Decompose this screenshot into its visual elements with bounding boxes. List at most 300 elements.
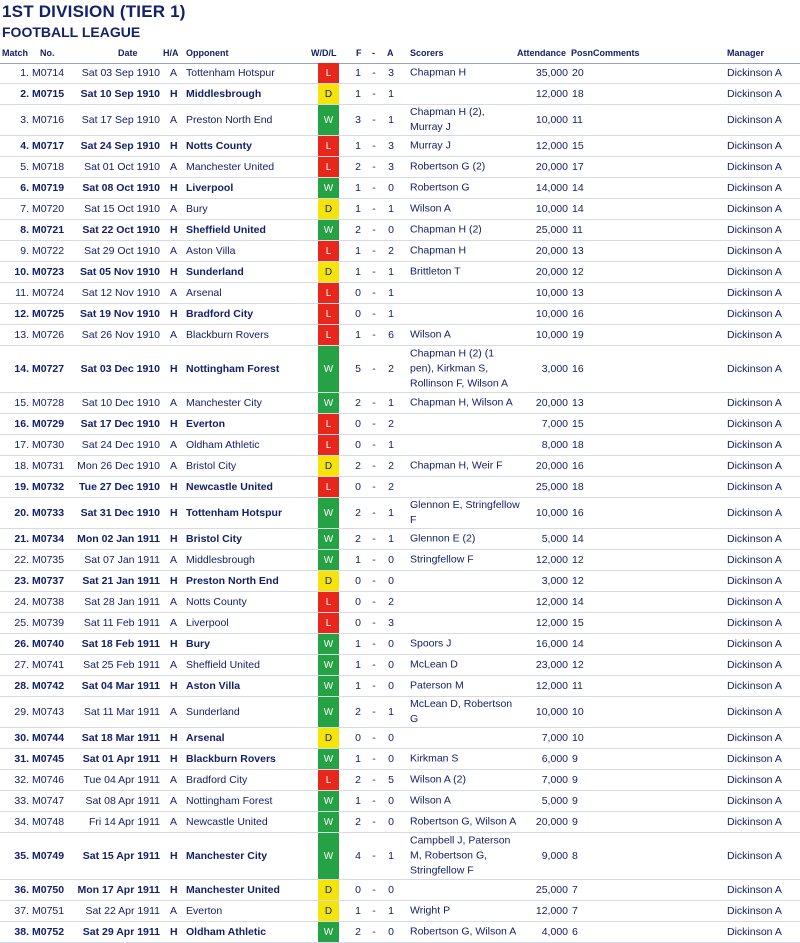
goals-for: 1 xyxy=(355,203,361,215)
result-badge: W xyxy=(318,105,339,135)
league-position: 9 xyxy=(572,753,578,765)
match-id: M0718 xyxy=(32,161,65,173)
table-row xyxy=(0,63,800,84)
opponent: Manchester United xyxy=(186,161,275,173)
match-date: Sat 10 Dec 1910 xyxy=(81,397,160,409)
result-badge: D xyxy=(318,456,339,476)
header-posn: Posn xyxy=(571,48,594,58)
score-dash: - xyxy=(372,732,376,744)
score-dash: - xyxy=(372,363,376,375)
attendance: 35,000 xyxy=(535,67,568,79)
result-badge: L xyxy=(318,157,339,177)
attendance: 20,000 xyxy=(535,816,568,828)
goals-against: 3 xyxy=(388,140,394,152)
table-row xyxy=(0,477,800,498)
match-id: M0731 xyxy=(32,460,65,472)
match-date: Fri 14 Apr 1911 xyxy=(88,816,160,828)
results-table xyxy=(0,63,800,943)
score-dash: - xyxy=(372,774,376,786)
league-position: 15 xyxy=(572,140,584,152)
result-badge: D xyxy=(318,262,339,282)
attendance: 10,000 xyxy=(535,329,568,341)
match-date: Sat 31 Dec 1910 xyxy=(80,507,160,519)
home-away: H xyxy=(170,182,178,194)
match-id: M0733 xyxy=(32,507,65,519)
goals-for: 2 xyxy=(355,816,361,828)
goals-for: 0 xyxy=(355,884,361,896)
match-date: Sat 10 Sep 1910 xyxy=(80,88,160,100)
result-badge: W xyxy=(318,749,339,769)
goals-for: 2 xyxy=(355,774,361,786)
match-date: Sat 11 Feb 1911 xyxy=(83,617,160,629)
match-id: M0750 xyxy=(32,884,65,896)
goals-against: 1 xyxy=(388,287,394,299)
goals-against: 0 xyxy=(388,926,394,938)
table-row xyxy=(0,529,800,550)
scorers: Spoors J xyxy=(410,637,452,650)
score-dash: - xyxy=(372,224,376,236)
opponent: Everton xyxy=(186,418,226,430)
match-number: 6. xyxy=(20,182,29,194)
manager: Dickinson A xyxy=(727,224,782,236)
match-date: Tue 27 Dec 1910 xyxy=(79,481,160,493)
result-badge: W xyxy=(318,697,339,727)
home-away: A xyxy=(170,114,178,126)
match-number: 28. xyxy=(14,680,29,692)
match-date: Mon 26 Dec 1910 xyxy=(77,460,160,472)
match-number: 2. xyxy=(20,88,29,100)
goals-against: 0 xyxy=(388,680,394,692)
scorers: Chapman H (2) xyxy=(410,223,482,236)
goals-for: 2 xyxy=(355,161,361,173)
result-badge: L xyxy=(318,592,339,612)
attendance: 5,000 xyxy=(541,533,568,545)
league-position: 10 xyxy=(572,706,584,718)
match-number: 33. xyxy=(14,795,29,807)
match-date: Sat 24 Dec 1910 xyxy=(81,439,160,451)
match-id: M0744 xyxy=(32,732,65,744)
goals-against: 1 xyxy=(388,266,394,278)
opponent: Nottingham Forest xyxy=(186,363,280,375)
manager: Dickinson A xyxy=(727,140,782,152)
match-number: 3. xyxy=(20,114,29,126)
home-away: H xyxy=(170,926,178,938)
manager: Dickinson A xyxy=(727,418,782,430)
scorers: Robertson G, Wilson A xyxy=(410,815,517,828)
attendance: 3,000 xyxy=(541,363,568,375)
match-date: Sat 18 Mar 1911 xyxy=(81,732,160,744)
league-position: 11 xyxy=(572,224,583,236)
goals-against: 6 xyxy=(388,329,394,341)
match-date: Sat 11 Mar 1911 xyxy=(83,706,160,718)
match-id: M0727 xyxy=(32,363,65,375)
attendance: 12,000 xyxy=(535,88,568,100)
manager: Dickinson A xyxy=(727,182,782,194)
table-row xyxy=(0,791,800,812)
home-away: A xyxy=(170,659,178,671)
match-number: 16. xyxy=(14,418,29,430)
goals-against: 2 xyxy=(388,245,394,257)
result-badge: W xyxy=(318,922,339,942)
match-id: M0723 xyxy=(32,266,65,278)
scorers: Glennon E (2) xyxy=(410,532,476,545)
manager: Dickinson A xyxy=(727,926,782,938)
attendance: 20,000 xyxy=(535,460,568,472)
manager: Dickinson A xyxy=(727,363,782,375)
goals-for: 0 xyxy=(355,287,361,299)
scorers: Robertson G, Wilson A xyxy=(410,925,517,938)
scorers: McLean D xyxy=(410,658,458,671)
goals-against: 1 xyxy=(388,905,394,917)
league-position: 10 xyxy=(572,732,584,744)
goals-against: 2 xyxy=(388,596,394,608)
attendance: 12,000 xyxy=(535,554,568,566)
result-badge: L xyxy=(318,435,339,455)
table-row xyxy=(0,634,800,655)
attendance: 12,000 xyxy=(535,140,568,152)
manager: Dickinson A xyxy=(727,507,782,519)
home-away: A xyxy=(170,439,178,451)
goals-for: 1 xyxy=(355,680,361,692)
match-id: M0722 xyxy=(32,245,65,257)
goals-against: 0 xyxy=(388,224,394,236)
score-dash: - xyxy=(372,287,376,299)
manager: Dickinson A xyxy=(727,596,782,608)
goals-against: 0 xyxy=(388,575,394,587)
table-row xyxy=(0,550,800,571)
result-badge: W xyxy=(318,178,339,198)
match-number: 18. xyxy=(14,460,29,472)
home-away: H xyxy=(170,507,178,519)
league-position: 14 xyxy=(572,596,584,608)
attendance: 25,000 xyxy=(535,481,568,493)
table-row xyxy=(0,498,800,529)
opponent: Arsenal xyxy=(186,732,225,744)
match-id: M0741 xyxy=(32,659,65,671)
score-dash: - xyxy=(372,308,376,320)
attendance: 12,000 xyxy=(535,680,568,692)
attendance: 20,000 xyxy=(535,397,568,409)
goals-against: 0 xyxy=(388,638,394,650)
match-date: Mon 02 Jan 1911 xyxy=(77,533,160,545)
opponent: Oldham Athletic xyxy=(186,926,267,938)
scorers: Robertson G xyxy=(410,181,470,194)
attendance: 7,000 xyxy=(541,732,568,744)
attendance: 12,000 xyxy=(535,596,568,608)
opponent: Aston Villa xyxy=(186,245,236,257)
result-badge: L xyxy=(318,63,339,83)
manager: Dickinson A xyxy=(727,753,782,765)
scorers: Paterson M xyxy=(410,679,464,692)
table-row xyxy=(0,749,800,770)
match-id: M0745 xyxy=(32,753,65,765)
goals-for: 0 xyxy=(355,732,361,744)
home-away: H xyxy=(170,266,178,278)
attendance: 23,000 xyxy=(535,659,568,671)
manager: Dickinson A xyxy=(727,397,782,409)
result-badge: D xyxy=(318,880,339,900)
scorers: Chapman H (2) (1 pen), Kirkman S, Rollinson F, Wilson A xyxy=(410,347,509,390)
scorers: Wilson A xyxy=(410,328,451,341)
table-row xyxy=(0,456,800,477)
header-comments: Comments xyxy=(593,48,640,58)
league-position: 14 xyxy=(572,203,584,215)
home-away: H xyxy=(170,88,178,100)
result-badge: W xyxy=(318,498,339,528)
table-row xyxy=(0,136,800,157)
home-away: H xyxy=(170,850,178,862)
table-row xyxy=(0,105,800,136)
match-number: 37. xyxy=(14,905,29,917)
opponent: Manchester United xyxy=(186,884,280,896)
match-number: 11. xyxy=(15,287,29,299)
goals-for: 1 xyxy=(355,266,361,278)
result-badge: W xyxy=(318,676,339,696)
league-position: 12 xyxy=(572,659,584,671)
result-badge: W xyxy=(318,655,339,675)
home-away: A xyxy=(170,905,178,917)
score-dash: - xyxy=(372,596,376,608)
match-date: Sat 26 Nov 1910 xyxy=(81,329,160,341)
manager: Dickinson A xyxy=(727,481,782,493)
match-id: M0717 xyxy=(32,140,65,152)
result-badge: W xyxy=(318,833,339,879)
table-row xyxy=(0,393,800,414)
league-position: 15 xyxy=(572,418,584,430)
table-row xyxy=(0,833,800,880)
goals-for: 2 xyxy=(355,460,361,472)
home-away: H xyxy=(170,575,178,587)
league-position: 16 xyxy=(572,460,584,472)
match-date: Sat 07 Jan 1911 xyxy=(84,554,160,566)
goals-for: 0 xyxy=(355,617,361,629)
home-away: H xyxy=(170,753,178,765)
match-date: Sat 01 Apr 1911 xyxy=(82,753,160,765)
table-row xyxy=(0,178,800,199)
goals-for: 2 xyxy=(355,224,361,236)
scorers: Kirkman S xyxy=(410,752,459,765)
table-row xyxy=(0,613,800,634)
opponent: Bradford City xyxy=(186,308,254,320)
table-row xyxy=(0,241,800,262)
match-id: M0742 xyxy=(32,680,65,692)
opponent: Blackburn Rovers xyxy=(186,329,269,341)
match-id: M0746 xyxy=(32,774,65,786)
goals-against: 3 xyxy=(388,161,394,173)
result-badge: D xyxy=(318,728,339,748)
scorers: Wilson A xyxy=(410,202,451,215)
opponent: Bury xyxy=(186,203,208,215)
goals-against: 0 xyxy=(388,659,394,671)
goals-against: 0 xyxy=(388,554,394,566)
match-id: M0740 xyxy=(32,638,65,650)
league-position: 12 xyxy=(572,554,584,566)
home-away: A xyxy=(170,554,178,566)
attendance: 6,000 xyxy=(541,753,568,765)
opponent: Notts County xyxy=(186,596,247,608)
score-dash: - xyxy=(372,659,376,671)
home-away: A xyxy=(170,203,178,215)
match-number: 35. xyxy=(14,850,29,862)
match-date: Sat 22 Apr 1911 xyxy=(85,905,160,917)
match-number: 26. xyxy=(14,638,29,650)
goals-for: 2 xyxy=(355,706,361,718)
result-badge: W xyxy=(318,791,339,811)
manager: Dickinson A xyxy=(727,287,782,299)
goals-for: 2 xyxy=(355,533,361,545)
header-date: Date xyxy=(118,48,138,58)
match-date: Sat 19 Nov 1910 xyxy=(80,308,160,320)
match-date: Sat 15 Apr 1911 xyxy=(82,850,160,862)
match-id: M0751 xyxy=(32,905,65,917)
attendance: 10,000 xyxy=(535,203,568,215)
result-badge: D xyxy=(318,901,339,921)
header-wdl: W/D/L xyxy=(311,48,337,58)
table-row xyxy=(0,770,800,791)
scorers: Wilson A (2) xyxy=(410,773,467,786)
opponent: Arsenal xyxy=(186,287,222,299)
league-position: 14 xyxy=(572,638,584,650)
goals-against: 1 xyxy=(388,308,394,320)
header-opponent: Opponent xyxy=(186,48,229,58)
match-date: Sat 08 Apr 1911 xyxy=(85,795,160,807)
competition-subtitle: FOOTBALL LEAGUE xyxy=(2,24,141,40)
scorers: McLean D, Robertson G xyxy=(410,698,513,725)
goals-against: 2 xyxy=(388,460,394,472)
manager: Dickinson A xyxy=(727,308,782,320)
match-number: 8. xyxy=(20,224,29,236)
table-row xyxy=(0,220,800,241)
attendance: 10,000 xyxy=(535,114,568,126)
home-away: A xyxy=(170,397,178,409)
page-title: 1ST DIVISION (TIER 1) xyxy=(2,2,186,21)
score-dash: - xyxy=(372,533,376,545)
scorers: Chapman H xyxy=(410,66,467,79)
score-dash: - xyxy=(372,266,376,278)
match-date: Sat 18 Feb 1911 xyxy=(81,638,160,650)
league-position: 9 xyxy=(572,816,578,828)
home-away: A xyxy=(170,460,178,472)
manager: Dickinson A xyxy=(727,245,782,257)
match-number: 38. xyxy=(14,926,29,938)
match-number: 19. xyxy=(14,481,29,493)
match-id: M0719 xyxy=(32,182,65,194)
opponent: Liverpool xyxy=(186,182,234,194)
league-position: 12 xyxy=(572,575,584,587)
scorers: Chapman H, Wilson A xyxy=(410,396,513,409)
manager: Dickinson A xyxy=(727,114,782,126)
match-id: M0734 xyxy=(32,533,65,545)
match-id: M0737 xyxy=(32,575,65,587)
league-position: 8 xyxy=(572,850,578,862)
match-id: M0747 xyxy=(32,795,65,807)
match-number: 23. xyxy=(14,575,29,587)
result-badge: D xyxy=(318,199,339,219)
manager: Dickinson A xyxy=(727,795,782,807)
table-row xyxy=(0,592,800,613)
attendance: 10,000 xyxy=(535,706,568,718)
match-number: 13. xyxy=(14,329,29,341)
goals-for: 4 xyxy=(355,850,361,862)
goals-against: 0 xyxy=(388,753,394,765)
result-badge: L xyxy=(318,477,339,497)
league-position: 13 xyxy=(572,245,584,257)
score-dash: - xyxy=(372,140,376,152)
attendance: 5,000 xyxy=(541,795,568,807)
result-badge: L xyxy=(318,304,339,324)
goals-against: 1 xyxy=(388,114,394,126)
goals-against: 1 xyxy=(388,533,394,545)
match-id: M0720 xyxy=(32,203,65,215)
league-position: 12 xyxy=(572,266,584,278)
match-date: Sat 24 Sep 1910 xyxy=(80,140,160,152)
result-badge: W xyxy=(318,550,339,570)
table-row xyxy=(0,262,800,283)
table-row xyxy=(0,922,800,943)
result-badge: L xyxy=(318,283,339,303)
score-dash: - xyxy=(372,575,376,587)
score-dash: - xyxy=(372,816,376,828)
goals-for: 1 xyxy=(355,905,361,917)
score-dash: - xyxy=(372,88,376,100)
match-number: 29. xyxy=(14,706,29,718)
attendance: 7,000 xyxy=(541,774,568,786)
score-dash: - xyxy=(372,850,376,862)
opponent: Liverpool xyxy=(186,617,229,629)
table-row xyxy=(0,697,800,728)
result-badge: W xyxy=(318,346,339,392)
home-away: H xyxy=(170,308,178,320)
match-id: M0735 xyxy=(32,554,65,566)
match-date: Sat 22 Oct 1910 xyxy=(82,224,160,236)
table-row xyxy=(0,812,800,833)
match-id: M0748 xyxy=(32,816,65,828)
manager: Dickinson A xyxy=(727,67,782,79)
opponent: Bury xyxy=(186,638,210,650)
table-row xyxy=(0,655,800,676)
league-position: 17 xyxy=(572,161,584,173)
goals-for: 5 xyxy=(355,363,361,375)
score-dash: - xyxy=(372,245,376,257)
attendance: 12,000 xyxy=(535,617,568,629)
league-position: 16 xyxy=(572,363,584,375)
score-dash: - xyxy=(372,753,376,765)
score-dash: - xyxy=(372,706,376,718)
goals-for: 0 xyxy=(355,418,361,430)
header-manager: Manager xyxy=(727,48,765,58)
opponent: Manchester City xyxy=(186,850,268,862)
home-away: A xyxy=(170,67,178,79)
result-badge: L xyxy=(318,770,339,790)
opponent: Sunderland xyxy=(186,266,244,278)
table-row xyxy=(0,84,800,105)
match-date: Mon 17 Apr 1911 xyxy=(77,884,160,896)
manager: Dickinson A xyxy=(727,439,782,451)
opponent: Newcastle United xyxy=(186,816,268,828)
match-date: Sat 01 Oct 1910 xyxy=(84,161,160,173)
goals-for: 1 xyxy=(355,88,361,100)
home-away: A xyxy=(170,161,178,173)
score-dash: - xyxy=(372,182,376,194)
opponent: Bristol City xyxy=(186,533,243,545)
match-date: Tue 04 Apr 1911 xyxy=(83,774,160,786)
score-dash: - xyxy=(372,795,376,807)
goals-for: 0 xyxy=(355,439,361,451)
match-date: Sat 29 Oct 1910 xyxy=(84,245,160,257)
manager: Dickinson A xyxy=(727,850,782,862)
match-id: M0716 xyxy=(32,114,65,126)
header-f: F xyxy=(356,48,362,58)
